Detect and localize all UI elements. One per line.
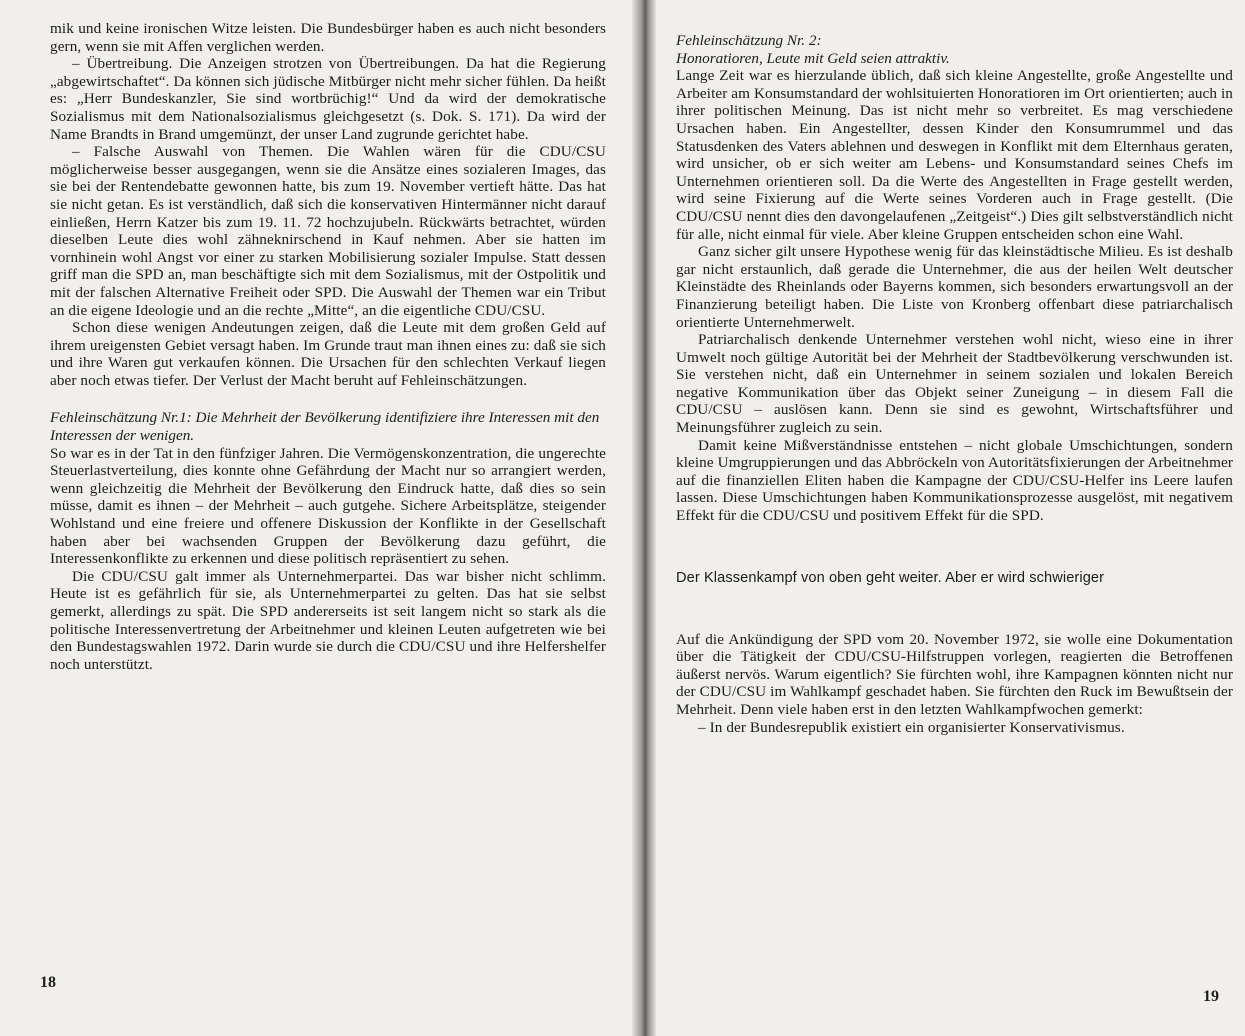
paragraph: mik und keine ironischen Witze leisten. Die Bundesbürger haben es auch nicht besonders gern, wenn sie mit Affen verglichen werden. bbox=[50, 20, 606, 55]
paragraph: Schon diese wenigen Andeutungen zeigen, daß die Leute mit dem großen Geld auf ihrem ureigensten Gebiet versagt haben. Im Grunde traut man ihnen eines zu: daß sie sich und ihre Waren gut verkaufen können. Die Ursachen für den schlechten Verkauf liegen aber noch etwas tiefer. Der Verlust der Macht beruht auf Fehleinschätzungen. bbox=[50, 319, 606, 389]
heading-fehleinschaetzung-1: Fehleinschätzung Nr.1: Die Mehrheit der Bevölkerung identifiziere ihre Interessen mit den Interessen der wenigen. bbox=[50, 409, 600, 445]
book-gutter bbox=[632, 0, 656, 1036]
page-number-left: 18 bbox=[40, 974, 56, 991]
paragraph: Auf die Ankündigung der SPD vom 20. November 1972, sie wolle eine Dokumentation über die Tätigkeit der CDU/CSU-Hilfstruppen vorlegen, reagierten die Betroffenen äußerst nervös. Warum eigentlich? Sie fürchten wohl, ihre Kampagnen könnten nicht nur der CDU/CSU im Wahlkampf geschadet haben. Sie fürchten den Ruck im Bewußtsein der Mehrheit. Denn viele haben erst in den letzten Wahlkampfwochen gemerkt: bbox=[676, 630, 1233, 718]
right-page bbox=[656, 0, 1245, 1036]
paragraph: Die CDU/CSU galt immer als Unternehmerpartei. Das war bisher nicht schlimm. Heute ist es gefährlich für sie, als Unternehmerpartei zu gelten. Das hat sie selbst gemerkt, allerdings zu spät. Die SPD andererseits ist seit langem nicht so stark als die politische Interessenvertretung der Arbeitnehmer und kleinen Leuten aufgetreten wie bei den Bundestagswahlen 1972. Darin wurde sie durch die CDU/CSU und ihre Helfershelfer noch unterstützt. bbox=[50, 567, 606, 673]
heading-fehleinschaetzung-2: Fehleinschätzung Nr. 2: bbox=[676, 32, 822, 49]
paragraph: Ganz sicher gilt unsere Hypothese wenig für das kleinstädtische Milieu. Es ist deshalb gar nicht erstaunlich, daß gerade die Unternehmer, die aus der heilen Welt deutscher Kleinstädte des Rheinlands oder Bayerns kommen, sich besonders erwartungsvoll an der Finanzierung beteiligt haben. Die Liste von Kronberg offenbart diese patriarchalisch orientierte Unternehmerwelt. bbox=[676, 243, 1233, 331]
paragraph: – Falsche Auswahl von Themen. Die Wahlen wären für die CDU/CSU möglicherweise besser ausgegangen, wenn sie die Ansätze eines sozialeren Images, das sie bei der Rentendebatte gewonnen hatte, bis zum 19. November vertieft hätte. Das hat sie nicht getan. Es ist verständlich, daß sich die konservativen Hintermänner nicht darauf einließen, Herrn Katzer bis zum 19. 11. 72 hochzujubeln. Rückwärts betrachtet, würden dieselben Leute dies wohl zähneknirschend in Kauf nehmen. Aber sie hatten im vornhinein wohl Angst vor einer zu starken Mobilisierung sozialer Impulse. Statt dessen griff man die SPD an, man beschäftigte sich mit dem Sozialismus, mit der Ostpolitik und mit der falschen Alternative Freiheit oder SPD. Die Auswahl der Themen war ein Tribut an die eigene Ideologie und an die rechte „Mitte“, an die eigentliche CDU/CSU. bbox=[50, 143, 606, 319]
section-heading: Der Klassenkampf von oben geht weiter. Aber er wird schwieriger bbox=[676, 569, 1105, 586]
paragraph: Patriarchalisch denkende Unternehmer verstehen wohl nicht, wieso eine in ihrer Umwelt noch gültige Autorität bei der Mehrheit der Stadtbevölkerung verschwunden ist. Sie verstehen nicht, daß ein Unternehmer in seinem sozialen und lokalen Bereich negative Kommunikation über das Objekt seiner Zuneigung – in diesem Fall die CDU/CSU – auslösen kann. Denn sie sind es gewohnt, Wirtschaftsführer und Meinungsführer zugleich zu sein. bbox=[676, 331, 1233, 437]
page-number-right: 19 bbox=[1203, 988, 1219, 1005]
paragraph: Damit keine Mißverständnisse entstehen – nicht globale Umschichtungen, sondern kleine Umgruppierungen und das Abbröckeln von Autoritätsfixierungen der Arbeitnehmer auf die finanziellen Eliten haben die Kampagne der CDU/CSU-Helfer ins Leere laufen lassen. Diese Umschichtungen haben Kommunikationsprozesse ausgelöst, mit negativem Effekt für die CDU/CSU und positivem Effekt für die SPD. bbox=[676, 436, 1233, 525]
left-page-text bbox=[50, 20, 606, 673]
heading-fehleinschaetzung-2-subtitle: Honoratioren, Leute mit Geld seien attraktiv. bbox=[676, 49, 950, 67]
paragraph: – In der Bundesrepublik existiert ein organisierter Konservativismus. bbox=[698, 718, 1125, 736]
right-page-text bbox=[676, 32, 1233, 736]
paragraph: – Übertreibung. Die Anzeigen strotzen von Übertreibungen. Da hat die Regierung „abgewirtschaftet“. Da können sich jüdische Mitbürger nicht mehr sicher fühlen. Da heißt es: „Herr Bundeskanzler, Sie sind wortbrüchig!“ Und da wird der demokratische Sozialismus mit dem Nationalsozialismus gleichgesetzt (s. Dok. S. 171). Da wird der Name Brandts in Brand umgemünzt, der unser Land zugrunde gerichtet habe. bbox=[50, 55, 606, 143]
paragraph: So war es in der Tat in den fünfziger Jahren. Die Vermögenskonzentration, die ungerechte Steuerlastverteilung, dies konnte ohne Gefährdung der Macht nur so arrangiert werden, wenn gleichzeitig die Mehrheit der Bevölkerung den Eindruck hatte, daß dies so sein müsse, damit es ihnen – der Mehrheit – auch gutgehe. Sichere Arbeitsplätze, steigender Wohlstand und eine freiere und offenere Diskussion der Konflikte in der Gesellschaft haben aber bei wachsenden Gruppen der Bevölkerung dazu geführt, die Interessenkonflikte zu erkennen und diese politisch repräsentiert zu sehen. bbox=[50, 444, 606, 568]
paragraph: Lange Zeit war es hierzulande üblich, daß sich kleine Angestellte, große Angestellte und Arbeiter am Konsumstandard der wohlsituierten Honoratioren im Ort orientierten; auch in ihrer politischen Meinung. Das ist nicht mehr so verbreitet. Es mag verschiedene Ursachen haben. Ein Angestellter, dessen Kinder den Konsumrummel und das Statusdenken des Vaters ablehnen und deswegen in Konflikt mit dem Elternhaus geraten, wird unsicher, ob er sich weiter am Lebens- und Konsumstandard seines Chefs im Unternehmen orientieren soll. Da die Werte des Angestellten in Frage gestellt werden, wird seine Fixierung auf die Werte seines Vorderen auch in Frage gestellt. (Die CDU/CSU nennt dies den davongelaufenen „Zeitgeist“.) Dies gilt selbstverständlich nicht für alle, nicht einmal für viele. Aber kleine Gruppen entscheiden schon eine Wahl. bbox=[676, 67, 1233, 243]
